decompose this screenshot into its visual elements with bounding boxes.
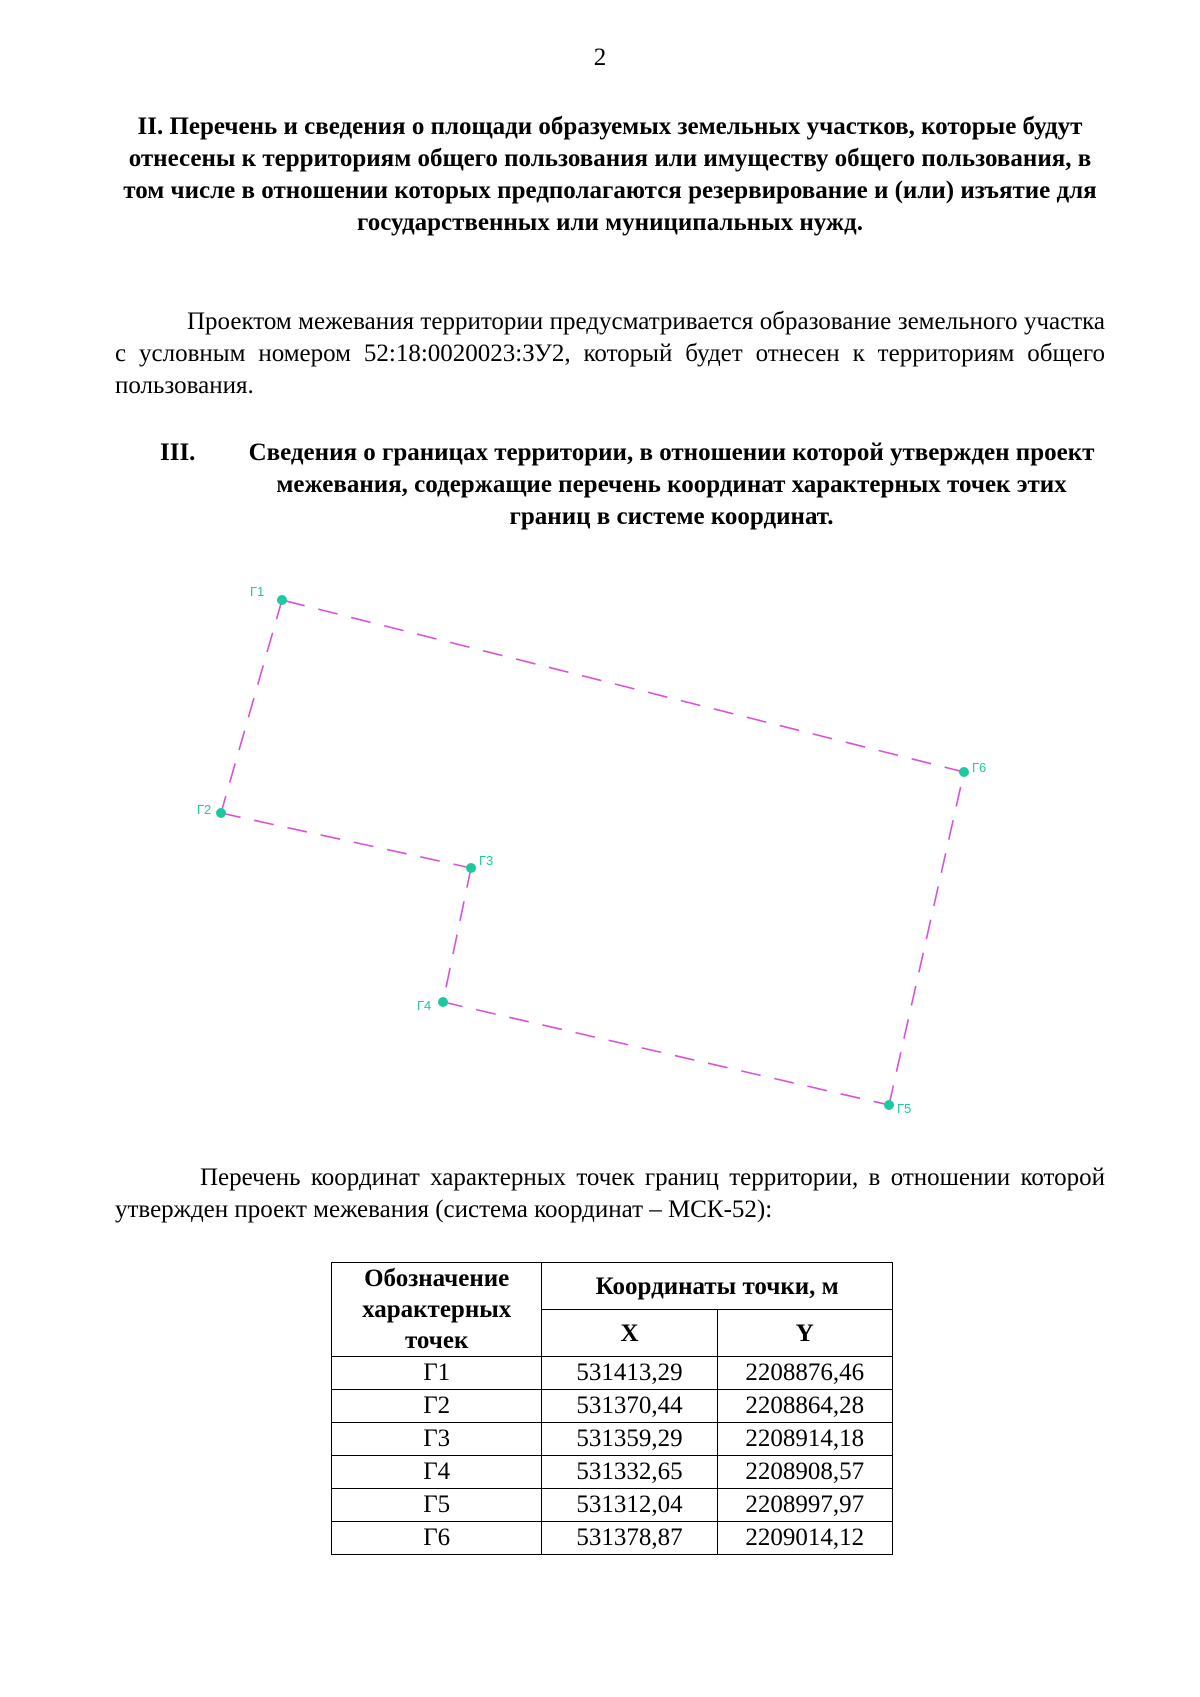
boundary-segment — [221, 813, 471, 868]
section-2-heading: II. Перечень и сведения о площади образуемых земельных участков, которые будут отнесены к территориям общего пользования или имуществу общего пользования, в том числе в отношении которых предполагаются резервирование и (или) изъятие для государственных или муниципальных нужд. — [123, 113, 1097, 236]
cell-x: 531413,29 — [542, 1357, 717, 1390]
boundary-point — [277, 595, 287, 605]
boundary-diagram — [0, 560, 1200, 1130]
boundary-segment — [443, 868, 471, 1002]
boundary-point-label: Г6 — [972, 760, 987, 775]
cell-y: 2209014,12 — [717, 1522, 892, 1555]
cell-y: 2208876,46 — [717, 1357, 892, 1390]
boundary-segment — [221, 600, 282, 813]
cell-x: 531378,87 — [542, 1522, 717, 1555]
boundary-point — [959, 767, 969, 777]
cell-y: 2208908,57 — [717, 1456, 892, 1489]
table-header-row — [332, 1263, 893, 1310]
coordinates-intro: Перечень координат характерных точек границ территории, в отношении которой утвержден проект межевания (система координат – МСК-52): — [115, 1164, 1105, 1223]
cell-point: Г1 — [332, 1357, 542, 1390]
cell-point: Г4 — [332, 1456, 542, 1489]
cell-y: 2208914,18 — [717, 1423, 892, 1456]
boundary-point — [216, 808, 226, 818]
section-3-heading — [160, 437, 1110, 533]
boundary-segment — [443, 1002, 889, 1105]
header-y: Y — [717, 1310, 892, 1357]
cell-point: Г5 — [332, 1489, 542, 1522]
table-row — [332, 1423, 893, 1456]
table-row — [332, 1489, 893, 1522]
cell-y: 2208997,97 — [717, 1489, 892, 1522]
table-row — [332, 1357, 893, 1390]
cell-x: 531359,29 — [542, 1423, 717, 1456]
cell-point: Г6 — [332, 1522, 542, 1555]
boundary-point — [884, 1100, 894, 1110]
section-3-numeral: III. — [160, 439, 196, 466]
cell-x: 531370,44 — [542, 1390, 717, 1423]
table-row — [332, 1456, 893, 1489]
boundary-segment — [889, 772, 964, 1105]
cell-point: Г3 — [332, 1423, 542, 1456]
page-number: 2 — [593, 44, 607, 71]
cell-y: 2208864,28 — [717, 1390, 892, 1423]
boundary-point-label: Г4 — [417, 998, 432, 1013]
boundary-point-label: Г5 — [897, 1101, 912, 1116]
section-3-heading-text: Сведения о границах территории, в отношении которой утвержден проект межевания, содержащие перечень координат характерных точек этих границ в системе координат. — [248, 439, 1095, 530]
section-2-paragraph: Проектом межевания территории предусматривается образование земельного участка с условным номером 52:18:0020023:ЗУ2, который будет отнесен к территориям общего пользования. — [115, 308, 1105, 399]
table-row — [332, 1390, 893, 1423]
coordinates-table — [331, 1262, 893, 1555]
header-x: X — [542, 1310, 717, 1357]
boundary-point — [466, 863, 476, 873]
table-row — [332, 1522, 893, 1555]
boundary-point-label: Г3 — [479, 853, 494, 868]
cell-point: Г2 — [332, 1390, 542, 1423]
header-point: Обозначение характерных точек — [332, 1263, 542, 1357]
cell-x: 531332,65 — [542, 1456, 717, 1489]
boundary-segment — [282, 600, 964, 772]
boundary-point-label: Г2 — [197, 802, 212, 817]
cell-x: 531312,04 — [542, 1489, 717, 1522]
boundary-point — [438, 997, 448, 1007]
boundary-lines — [221, 600, 964, 1105]
boundary-point-label: Г1 — [250, 584, 265, 599]
header-coordinates: Координаты точки, м — [542, 1263, 893, 1310]
